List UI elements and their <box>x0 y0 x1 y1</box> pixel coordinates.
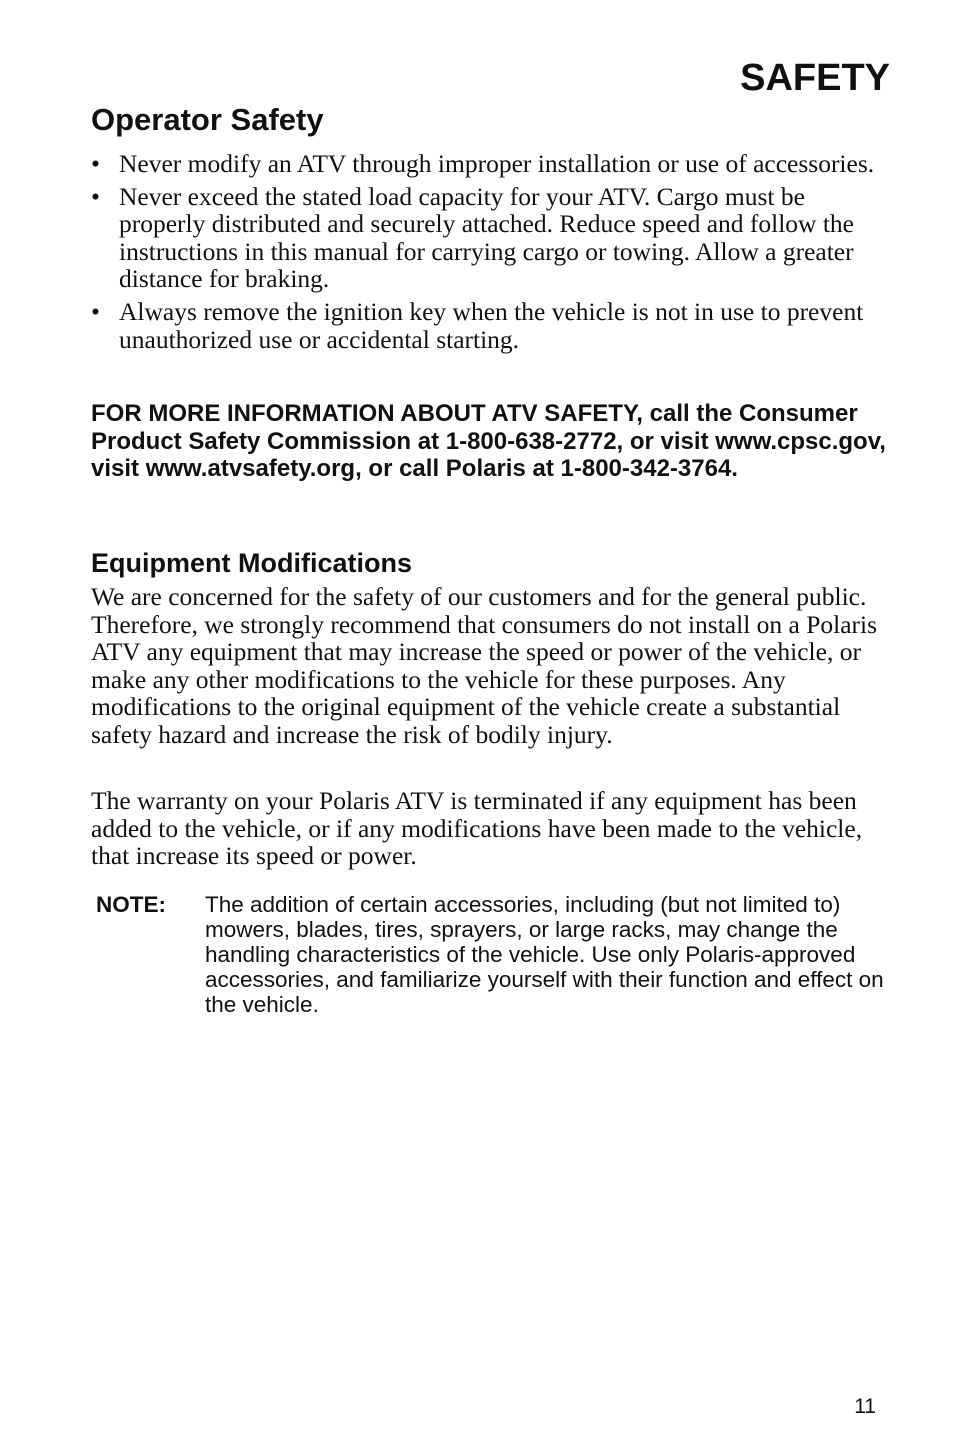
list-item-text: Never exceed the stated load capacity for your ATV. Cargo must be properly distributed and securely attached. Reduce speed and follow the instructions in this manual for carrying cargo or towing. Allow a greater distance for braking. <box>119 181 854 294</box>
operator-safety-list <box>91 150 891 358</box>
note-label: NOTE: <box>96 892 166 917</box>
list-item <box>91 298 891 353</box>
list-item <box>91 150 891 178</box>
section-title: SAFETY <box>740 57 890 99</box>
equipment-modifications-heading: Equipment Modifications <box>91 548 412 578</box>
bullet-icon: • <box>91 149 100 178</box>
operator-safety-heading: Operator Safety <box>91 102 324 137</box>
list-item-text: Always remove the ignition key when the vehicle is not in use to prevent unauthorized use or accidental starting. <box>119 296 864 354</box>
warranty-paragraph: The warranty on your Polaris ATV is terminated if any equipment has been added to the vehicle, or if any modifications have been made to the vehicle, that increase its speed or power. <box>91 786 863 871</box>
list-item <box>91 183 891 293</box>
more-info-callout: FOR MORE INFORMATION ABOUT ATV SAFETY, call the Consumer Product Safety Commission at 1-800-638-2772, or visit www.cpsc.gov, visit www.atvsafety.org, or call Polaris at 1-800-342-3764. <box>91 400 886 482</box>
note-text: The addition of certain accessories, including (but not limited to) mowers, blades, tires, sprayers, or large racks, may change the handling characteristics of the vehicle. Use only Polaris-approved accessories, and familiarize yourself with their function and effect on the vehicle. <box>205 892 884 1017</box>
bullet-icon: • <box>91 296 100 326</box>
modifications-paragraph: We are concerned for the safety of our customers and for the general public. Therefore, we strongly recommend that consumers do not install on a Polaris ATV any equipment that may increase the speed or power of the vehicle, or make any other modifications to the vehicle for these purposes. Any modifications to the original equipment of the vehicle create a substantial safety hazard and increase the risk of bodily injury. <box>91 582 878 749</box>
bullet-icon: • <box>91 181 100 211</box>
page-number: 11 <box>854 1395 876 1418</box>
list-item-text: Never modify an ATV through improper installation or use of accessories. <box>119 149 875 178</box>
note-block <box>96 892 896 1017</box>
